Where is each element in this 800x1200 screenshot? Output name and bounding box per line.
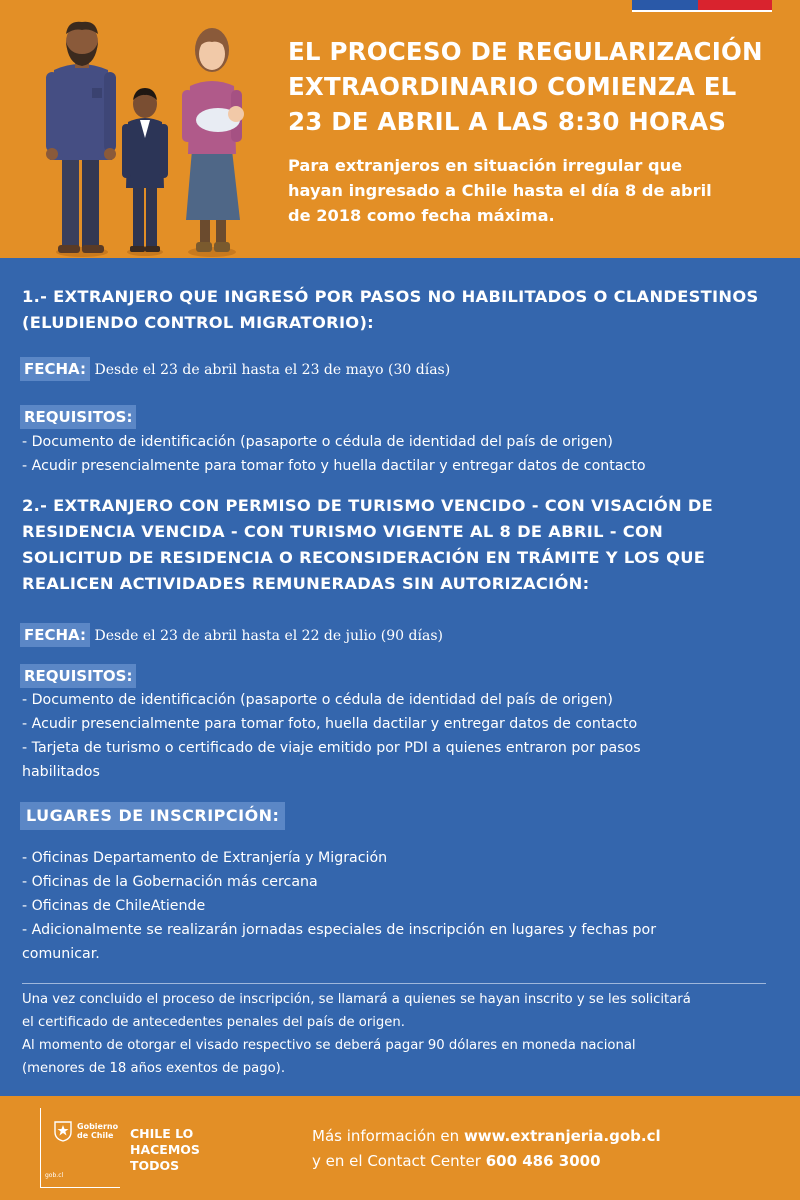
- list-item: - Acudir presencialmente para tomar foto, huella dactilar y entregar datos de contacto: [22, 716, 638, 732]
- section-title-line: RESIDENCIA VENCIDA - CON TURISMO VIGENTE AL 8 DE ABRIL - CON: [22, 522, 664, 541]
- phone-number: 600 486 3000: [485, 1152, 601, 1170]
- section-title-line: REALICEN ACTIVIDADES REMUNERADAS SIN AUTORIZACIÓN:: [22, 574, 590, 593]
- slogan-line: CHILE LO: [130, 1126, 194, 1141]
- section-title-line: (ELUDIENDO CONTROL MIGRATORIO):: [22, 313, 374, 332]
- section-title-line: 2.- EXTRANJERO CON PERMISO DE TURISMO VENCIDO - CON VISACIÓN DE: [22, 496, 714, 515]
- list-item: - Tarjeta de turismo o certificado de viaje emitido por PDI a quienes entraron por pasos: [22, 740, 641, 756]
- section-2-requisitos-label-row: [20, 664, 790, 689]
- list-item: habilitados: [22, 764, 100, 780]
- headline-line: EL PROCESO DE REGULARIZACIÓN: [288, 37, 763, 66]
- headline: [288, 34, 788, 139]
- section-2-fecha: [20, 623, 790, 648]
- footnote-line: el certificado de antecedentes penales del país de origen.: [22, 1015, 405, 1030]
- list-item: - Oficinas de ChileAtiende: [22, 898, 206, 914]
- fecha-label: FECHA:: [20, 357, 90, 381]
- subheadline-line: Para extranjeros en situación irregular que: [288, 156, 683, 175]
- footnote-line: (menores de 18 años exentos de pago).: [22, 1061, 286, 1076]
- places-label-row: [20, 802, 790, 830]
- section-2-requisitos-list: [22, 688, 792, 784]
- coat-of-arms-icon: [53, 1120, 73, 1142]
- section-title-line: SOLICITUD DE RESIDENCIA O RECONSIDERACIÓN EN TRÁMITE Y LOS QUE: [22, 548, 706, 567]
- fecha-text: Desde el 23 de abril hasta el 22 de julio (90 días): [94, 628, 443, 644]
- list-item: comunicar.: [22, 946, 100, 962]
- section-1-fecha: [20, 357, 790, 382]
- gobierno-logo: [40, 1108, 120, 1188]
- gobierno-line: de Chile: [77, 1131, 114, 1140]
- list-item: - Oficinas de la Gobernación más cercana: [22, 874, 318, 890]
- section-1-requisitos-label-row: [20, 405, 790, 430]
- fecha-label: FECHA:: [20, 623, 90, 647]
- requisitos-label: REQUISITOS:: [20, 405, 136, 429]
- places-label: LUGARES DE INSCRIPCIÓN:: [20, 802, 285, 830]
- footnote: [22, 988, 782, 1080]
- footnote-line: Una vez concluido el proceso de inscripción, se llamará a quienes se hayan inscrito y se les solicitará: [22, 992, 691, 1007]
- headline-line: EXTRAORDINARIO COMIENZA EL: [288, 72, 737, 101]
- divider: [22, 983, 766, 984]
- family-illustration: [32, 20, 272, 258]
- chile-flag-strip: [632, 0, 772, 12]
- subheadline-line: de 2018 como fecha máxima.: [288, 206, 555, 225]
- section-1-requisitos-list: [22, 430, 792, 478]
- places-list: [22, 846, 792, 966]
- headline-line: 23 DE ABRIL A LAS 8:30 HORAS: [288, 107, 727, 136]
- subheadline-line: hayan ingresado a Chile hasta el día 8 de abril: [288, 181, 712, 200]
- footnote-line: Al momento de otorgar el visado respectivo se deberá pagar 90 dólares en moneda nacional: [22, 1038, 636, 1053]
- gob-url: gob.cl: [45, 1172, 64, 1179]
- list-item: - Oficinas Departamento de Extranjería y Migración: [22, 850, 388, 866]
- contact-info: [312, 1124, 661, 1174]
- fecha-text: Desde el 23 de abril hasta el 23 de mayo (30 días): [94, 362, 451, 378]
- list-item: - Documento de identificación (pasaporte o cédula de identidad del país de origen): [22, 434, 613, 450]
- subheadline: [288, 153, 788, 228]
- section-title-line: 1.- EXTRANJERO QUE INGRESÓ POR PASOS NO HABILITADOS O CLANDESTINOS: [22, 287, 759, 306]
- slogan: [130, 1126, 200, 1174]
- info-text: y en el Contact Center: [312, 1152, 486, 1170]
- section-2-title: [22, 493, 792, 597]
- gobierno-line: Gobierno: [77, 1122, 119, 1131]
- header-banner: [0, 0, 800, 258]
- info-text: Más información en: [312, 1127, 464, 1145]
- list-item: - Acudir presencialmente para tomar foto y huella dactilar y entregar datos de contacto: [22, 458, 646, 474]
- list-item: - Adicionalmente se realizarán jornadas especiales de inscripción en lugares y fechas por: [22, 922, 657, 938]
- section-1-title: [22, 284, 792, 336]
- requisitos-label: REQUISITOS:: [20, 664, 136, 688]
- slogan-line: TODOS: [130, 1158, 180, 1173]
- footer: [0, 1096, 800, 1200]
- website-link[interactable]: www.extranjeria.gob.cl: [463, 1127, 661, 1145]
- list-item: - Documento de identificación (pasaporte o cédula de identidad del país de origen): [22, 692, 613, 708]
- slogan-line: HACEMOS: [130, 1142, 200, 1157]
- gobierno-text: [77, 1122, 118, 1140]
